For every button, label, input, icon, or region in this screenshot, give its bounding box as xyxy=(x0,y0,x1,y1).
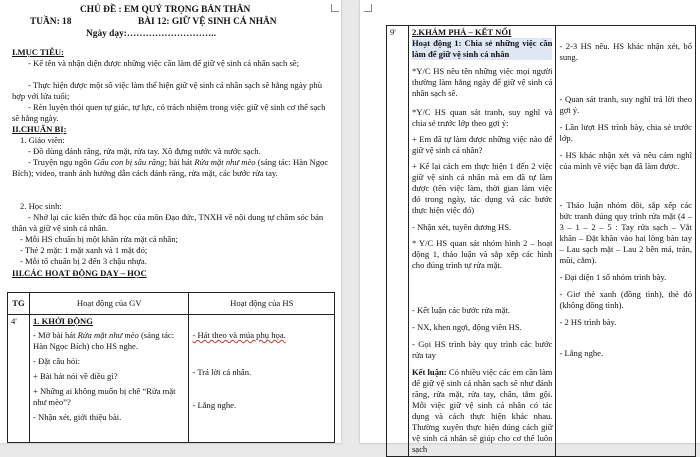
student-p2-step-3: - Lần lượt HS trình bày, chia sẻ trước lớp. xyxy=(559,122,692,143)
student-p2-step-8: - 2 HS trình bày. xyxy=(559,317,617,327)
teacher-p2-step-4: + Kể lại cách em thực hiện 1 đến 2 việc giữ vệ sinh cá nhân mà em đã tự làm được (tên việc làm, thời gian làm việc đó trong ngày, tác dụng và các bước thực hiện việc đó) xyxy=(411,161,553,215)
column-header-student: Hoạt động của HS xyxy=(189,293,335,315)
story-title: Gấu con bị sâu răng xyxy=(93,157,165,167)
explore-heading: 2.KHÁM PHÁ – KẾT NỐI xyxy=(411,27,512,37)
teacher-step-2: - Đặt câu hỏi: xyxy=(32,356,80,366)
warmup-heading: 1. KHỞI ĐỘNG xyxy=(32,316,93,326)
week-label: TUẦN: 18 xyxy=(30,17,72,27)
teacher-item-2-a: - Truyện ngụ ngôn xyxy=(28,157,94,167)
objective-2: - Thực hiện được một số việc làm thể hiện giữ vệ sinh cá nhân sạch sẽ hằng ngày phù hợp với lứa tuổi; xyxy=(12,80,323,101)
crop-mark-top-left xyxy=(364,4,372,12)
student-activity-cell xyxy=(189,315,335,443)
lesson-title: BÀI 12: GIỮ VỆ SINH CÁ NHÂN xyxy=(138,17,277,27)
student-activity-cell-page-2 xyxy=(556,26,696,457)
crop-mark-top-right xyxy=(331,4,339,12)
teacher-p2-step-5: - Nhận xét, tuyên dương HS. xyxy=(411,222,512,232)
preparation-heading: II.CHUẨN BỊ: xyxy=(12,124,67,134)
activity-1-title: Hoạt động 1: Chia sẻ những việc cần làm để giữ vệ sinh cá nhân xyxy=(411,38,553,59)
teacher-step-1-c: (sáng tác: Hàn Ngọc Bích) cho HS nghe. xyxy=(32,330,175,351)
conclusion xyxy=(412,367,553,455)
teacher-activity-cell-page-2 xyxy=(408,26,556,457)
student-step-2: - Trả lời cá nhân. xyxy=(192,367,252,377)
teacher-p2-step-3: + Em đã tự làm được những việc nào để giữ vệ sinh cá nhân? xyxy=(411,134,553,155)
student-step-3: - Lắng nghe. xyxy=(192,400,237,410)
objective-1: - Kể tên và nhận diện được những việc cần làm để giữ vệ sinh cá nhân sạch sẽ; xyxy=(28,58,299,68)
objective-3: - Rèn luyện thói quen tự giác, tự lực, có trách nhiệm trong việc giữ vệ sinh cơ thể sạch sẽ hằng ngày. xyxy=(12,102,326,123)
teacher-p2-step-7: - Kết luận các bước rửa mặt. xyxy=(411,305,511,315)
student-item-2: - Mỗi HS chuẩn bị một khăn rửa mặt cá nhân; xyxy=(20,234,178,244)
teacher-p2-step-1: *Y/C HS nêu tên những việc mọi người thường làm hằng ngày để giữ vệ sinh cá nhân sạch sẽ. xyxy=(411,66,553,98)
student-heading: 2. Học sinh: xyxy=(20,201,62,211)
time-cell: 4' xyxy=(8,315,30,443)
teacher-item-1: - Đồ dùng đánh răng, rửa mặt, rửa tay. Xô đựng nước và nước sạch. xyxy=(28,146,261,156)
lesson-table-page-2 xyxy=(386,25,696,457)
student-p2-step-6: - Đại diện 1 số nhóm trình bày. xyxy=(559,272,667,282)
teacher-step-1-a: - Mở bài hát xyxy=(32,330,78,340)
time-cell-page-2: 9' xyxy=(387,26,409,457)
song-title: Rửa mặt như mèo xyxy=(194,157,256,167)
document-page-2 xyxy=(360,0,700,454)
song-title-in-table: Rửa mặt như mèo xyxy=(77,330,139,340)
student-p2-step-2: - Quan sát tranh, suy nghĩ trả lời theo gợi ý. xyxy=(559,94,692,115)
teacher-p2-step-8: - NX, khen ngợi, động viên HS. xyxy=(411,322,522,332)
activities-heading: III.CÁC HOẠT ĐỘNG DẠY – HỌC xyxy=(12,268,147,278)
student-step-1: - Hát theo và múa phụ họa. xyxy=(192,330,286,340)
topic-title: CHỦ ĐỀ : EM QUÝ TRỌNG BẢN THÂN xyxy=(80,5,251,15)
student-p2-step-7: - Giơ thẻ xanh (đồng tình), thẻ đỏ (không đồng tình). xyxy=(559,289,692,310)
document-page-1 xyxy=(0,0,341,443)
teacher-p2-step-9: - Gọi HS trình bày quy trình các bước rửa tay xyxy=(411,339,553,360)
teacher-p2-step-2: *Y/C HS quan sát tranh, suy nghĩ và chia sẻ trước lớp theo gợi ý: xyxy=(411,107,553,128)
student-p2-step-4: - HS khác nhận xét và nêu cảm nghĩ của mình về việc bạn đã làm được. xyxy=(559,150,692,171)
student-p2-step-5: - Thảo luận nhóm đôi, sắp xếp các bức tranh đúng quy trình rửa mặt (4 – 3 – 1 – 2 – 5 : Tay rửa sạch – Vắt khăn – Đặt khăn vào hai lòng bàn tay – Lau sạch mặt – Lau 2 bên má, trán, mũi, cằm). xyxy=(559,200,692,265)
teacher-step-3: + Bài hát nói về điều gì? xyxy=(32,371,118,381)
student-p2-step-9: - Lắng nghe. xyxy=(559,348,604,358)
lesson-table-page-1 xyxy=(7,292,335,443)
teacher-step-1 xyxy=(33,330,185,352)
conclusion-label: Kết luận: xyxy=(411,367,447,377)
teacher-step-4: + Những ai không muốn bị chê “Rửa mặt như mèo”? xyxy=(32,386,176,407)
objectives-heading: I.MỤC TIÊU: xyxy=(12,47,64,57)
column-header-teacher: Hoạt động của GV xyxy=(29,293,188,315)
student-item-3: - Thẻ 2 mặt: 1 mặt xanh và 1 mặt đỏ; xyxy=(20,245,148,255)
student-item-4: - Mỗi tổ chuẩn bị 2 đến 3 chậu nhựa. xyxy=(20,256,147,266)
teacher-p2-step-6: * Y/C HS quan sát nhóm hình 2 – hoạt động 1, thảo luận và sắp xếp các hình cho đúng trình tự rửa mặt. xyxy=(411,238,553,270)
teaching-date: Ngày dạy:……………………….. xyxy=(86,29,216,39)
teacher-heading: 1. Giáo viên: xyxy=(20,135,65,145)
teacher-item-2-c: ; bài hát xyxy=(164,157,195,167)
teacher-item-2 xyxy=(12,157,334,179)
column-header-time: TG xyxy=(8,293,30,315)
teacher-step-5: - Nhận xét, giới thiệu bài. xyxy=(32,412,122,422)
teacher-activity-cell xyxy=(29,315,188,443)
student-item-1: - Nhớ lại các kiến thức đã học của môn Đạo đức, TNXH về nội dung tự chăm sóc bản thân và giữ vệ sinh cá nhân. xyxy=(12,212,324,233)
student-p2-step-1: - 2-3 HS nêu. HS khác nhận xét, bổ sung. xyxy=(559,41,692,62)
teacher-item-2-e: (sáng tác: Hàn Ngọc Bích); video, tranh ảnh hướng dẫn cách đánh răng, rửa mặt, các bước rửa tay. xyxy=(12,157,329,178)
conclusion-text: Có nhiều việc các em cần làm để giữ vệ sinh cá nhân sạch sẽ như đánh răng, rửa mặt, rửa tay, chân, tắm gội. Mỗi việc giữ vệ sinh cá nhân có tác dụng và cách thực hiện khác nhau. Thường xuyên thực hiện đúng cách giữ vệ sinh cá nhân sẽ giúp cho cơ thể luôn sạch xyxy=(411,367,553,454)
